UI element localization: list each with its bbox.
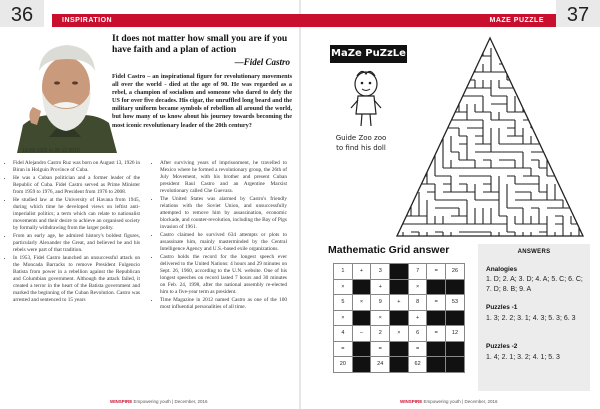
grid-cell: 24 [371, 357, 390, 373]
grid-row [334, 279, 465, 295]
grid-cell: 3 [371, 264, 390, 280]
bullet-item: • He studied law at the University of Havana from 1945, during which time he developed views on leftist anti-imperialist politics; a term which can relate to nationalist movements and their desire to achieve an organised society by formally withdrawing from the larger polity. [13, 197, 140, 232]
grid-cell: 20 [334, 357, 353, 373]
puzzles-1-answers: 1. 3; 2. 2; 3. 1; 4. 3; 5. 3; 6. 3 [486, 315, 576, 322]
grid-cell-blocked [352, 357, 371, 373]
grid-cell: = [427, 326, 446, 342]
grid-cell-blocked [390, 264, 409, 280]
footer-text: Empowering youth | December, 2016 [133, 399, 208, 404]
grid-cell: 62 [408, 357, 427, 373]
grid-row [334, 341, 465, 357]
grid-cell-blocked [427, 357, 446, 373]
grid-row [334, 264, 465, 280]
photo-caption: 13-08-1926 to 25-11-2016 [22, 148, 80, 154]
article-column-1 [4, 160, 140, 305]
grid-cell: 53 [446, 295, 465, 311]
analogies-answers: 1. D; 2. A; 3. D; 4. A; 5. C; 6. C; 7. D; 8. B; 9. A [486, 276, 583, 293]
bullet-item: • Castro claimed he survived 634 attempts or plots to assassinate him, mainly masterminded by the Central Intelligence Agency and U.S.-based exile organizations. [160, 232, 287, 253]
answers-box [478, 244, 590, 391]
grid-cell: 2 [371, 326, 390, 342]
puzzles-2-heading: Puzzles -2 [486, 343, 518, 350]
zoo-character-illustration [348, 68, 384, 130]
footer-text: Empowering youth | December, 2016 [423, 399, 498, 404]
grid-cell: 4 [334, 326, 353, 342]
puzzles-1-heading: Puzzles -1 [486, 304, 518, 311]
grid-cell: = [427, 295, 446, 311]
castro-photo [9, 27, 121, 153]
grid-cell: 26 [446, 264, 465, 280]
grid-cell: = [408, 341, 427, 357]
answers-title: ANSWERS [517, 249, 551, 255]
bullet-item: • Castro holds the record for the longest speech ever delivered to the United Nations: 4 hours and 29 minutes on Sept. 26, 1960, according to the U.N. website. One of his longest speeches on record lasted 7 hours and 30 minutes on Feb. 24, 1998, after the national assembly re-elected him to a five-year term as president. [160, 254, 287, 296]
grid-cell: × [390, 326, 409, 342]
analogies-heading: Analogies [486, 266, 518, 273]
maze-instructions: Guide Zoo zoo to find his doll [335, 134, 387, 152]
footer-brand: WINSPIRE [110, 399, 133, 404]
bullet-item: • Fidel Alejandro Castro Ruz was born on August 13, 1926 in Biran in Holguin Province of Cuba. [13, 160, 140, 174]
grid-cell-blocked [446, 310, 465, 326]
bullet-item: • He was a Cuban politician and a former leader of the Republic of Cuba. Fidel Castro served as Prime Minister from 1959 to 1976, and President from 1976 to 2008. [13, 175, 140, 196]
grid-cell: 9 [371, 295, 390, 311]
grid-cell-blocked [446, 279, 465, 295]
grid-cell-blocked [352, 341, 371, 357]
math-grid [333, 263, 465, 373]
grid-cell: = [334, 341, 353, 357]
grid-cell-blocked [446, 357, 465, 373]
grid-cell: × [408, 279, 427, 295]
grid-cell-blocked [427, 310, 446, 326]
grid-cell: = [371, 341, 390, 357]
bullet-item: • In 1953, Fidel Castro launched an unsuccessful attack on the Moncada Barracks to remove President Fulgencio Batista from power in a rebellion against the Republican and Columbian government. Although the attack failed, it created a terror in the heart of the Batista government and marked the beginning of the Cuban Revolution. Castro was arrested and sentenced to 15 years [13, 255, 140, 304]
grid-cell: × [334, 279, 353, 295]
grid-cell: + [371, 279, 390, 295]
puzzles-2-answers: 1. 4; 2. 1; 3. 2; 4. 1; 5. 3 [486, 354, 560, 361]
bullet-item: • Time Magazine in 2012 named Castro as one of the 100 most influential personalities of all time. [160, 297, 287, 311]
maze-title: MaZe PuZzLe [330, 45, 407, 63]
grid-cell: 8 [408, 295, 427, 311]
section-bar-inspiration: INSPIRATION [52, 14, 300, 27]
bullet-item: • The United States was alarmed by Castro's friendly relations with the Soviet Union, and unsuccessfully attempted to remove him by assassination, economic blockade, and counter-revolution, including the Bay of Pigs invasion of 1961. [160, 196, 287, 231]
grid-row [334, 310, 465, 326]
grid-cell: 1 [334, 264, 353, 280]
grid-cell-blocked [390, 357, 409, 373]
footer-left [110, 399, 208, 404]
grid-cell: + [390, 295, 409, 311]
grid-cell: – [352, 326, 371, 342]
grid-cell: × [371, 310, 390, 326]
grid-answer-title: Mathematic Grid answer [328, 244, 450, 256]
grid-cell: + [408, 310, 427, 326]
grid-cell: 7 [408, 264, 427, 280]
maze-diagram [395, 36, 585, 238]
grid-cell-blocked [446, 341, 465, 357]
footer-brand: WINSPIRE [400, 399, 423, 404]
grid-cell: 6 [408, 326, 427, 342]
grid-cell: × [352, 295, 371, 311]
grid-cell-blocked [352, 310, 371, 326]
page-number-right: 37 [556, 0, 600, 27]
grid-cell-blocked [427, 279, 446, 295]
grid-row [334, 357, 465, 373]
quote-author: —Fidel Castro [234, 57, 290, 67]
grid-row [334, 326, 465, 342]
grid-cell-blocked [352, 279, 371, 295]
grid-cell-blocked [427, 341, 446, 357]
grid-cell: 12 [446, 326, 465, 342]
article-column-2 [151, 160, 287, 312]
grid-cell-blocked [390, 341, 409, 357]
bullet-item: • After surviving years of imprisonment, he travelled to Mexico where he formed a revolutionary group, the 26th of July Movement, with his brother and present Cuban president Raul Castro and an Argentine Marxist revolutionary called Che Guevara. [160, 160, 287, 195]
grid-cell: + [352, 264, 371, 280]
bullet-item: • From an early age, he admired history's boldest figures, particularly Alexander the Great, and believed he and his rebels were part of that tradition. [13, 233, 140, 254]
headline-quote: It does not matter how small you are if you have faith and a plan of action [112, 33, 288, 55]
section-bar-maze-puzzle: MAZE PUZZLE [300, 14, 556, 27]
grid-cell-blocked [390, 310, 409, 326]
grid-cell: = [427, 264, 446, 280]
page-number-left: 36 [0, 0, 44, 27]
grid-cell: × [334, 310, 353, 326]
intro-paragraph: Fidel Castro – an inspirational figure for revolutionary movements all over the world - died at the age of 90. He was regarded as a rebel, a champion of socialism and someone who dared to defy the US for over five decades. His cigar, the unruffled long beard and the military uniform became symbols of rebellion all around the world, but how many of us know about his journey towards becoming the most iconic revolutionary leader of the 20th century? [112, 73, 292, 129]
grid-row [334, 295, 465, 311]
grid-cell-blocked [390, 279, 409, 295]
grid-cell: 5 [334, 295, 353, 311]
footer-right [400, 399, 498, 404]
